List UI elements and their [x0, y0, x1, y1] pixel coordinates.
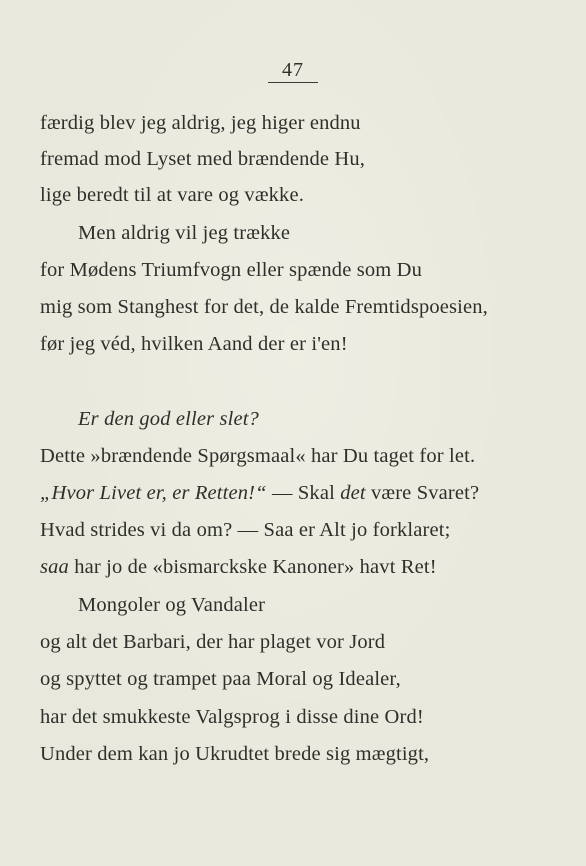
poem-line: har det smukkeste Valgsprog i disse dine Ord! — [40, 706, 424, 728]
poem-line: for Mødens Triumfvogn eller spænde som Du — [40, 259, 422, 281]
text-fragment: — Skal — [266, 482, 341, 504]
quoted-phrase: „Hvor Livet er, er Retten!“ — [40, 482, 267, 504]
poem-line: og spyttet og trampet paa Moral og Idealer, — [40, 668, 401, 690]
poem-line: før jeg véd, hvilken Aand der er i'en! — [40, 333, 348, 355]
poem-line: fremad mod Lyset med brændende Hu, — [40, 148, 366, 170]
poem-line — [40, 480, 479, 506]
poem-line: Under dem kan jo Ukrudtet brede sig mægtigt, — [40, 743, 430, 765]
poem-line: Men aldrig vil jeg trække — [78, 222, 291, 244]
page-number-text: 47 — [268, 58, 318, 83]
poem-line: mig som Stanghest for det, de kalde Fremtidspoesien, — [40, 296, 488, 318]
emphasized-word: saa — [40, 556, 69, 578]
text-fragment: være Svaret? — [365, 482, 480, 504]
poem-line: og alt det Barbari, der har plaget vor Jord — [40, 631, 386, 653]
poem-line — [40, 554, 437, 580]
poem-line: lige beredt til at vare og vække. — [40, 184, 304, 206]
text-fragment: har jo de «bismarckske Kanoner» havt Ret! — [68, 556, 437, 578]
poem-line-italic: Er den god eller slet? — [78, 408, 259, 430]
poem-line: Dette »brændende Spørgsmaal« har Du taget for let. — [40, 445, 476, 467]
poem-line: Hvad strides vi da om? — Saa er Alt jo forklaret; — [40, 519, 451, 541]
poem-line: Mongoler og Vandaler — [78, 594, 266, 616]
emphasized-word: det — [340, 482, 366, 504]
poem-line: færdig blev jeg aldrig, jeg higer endnu — [40, 112, 361, 134]
